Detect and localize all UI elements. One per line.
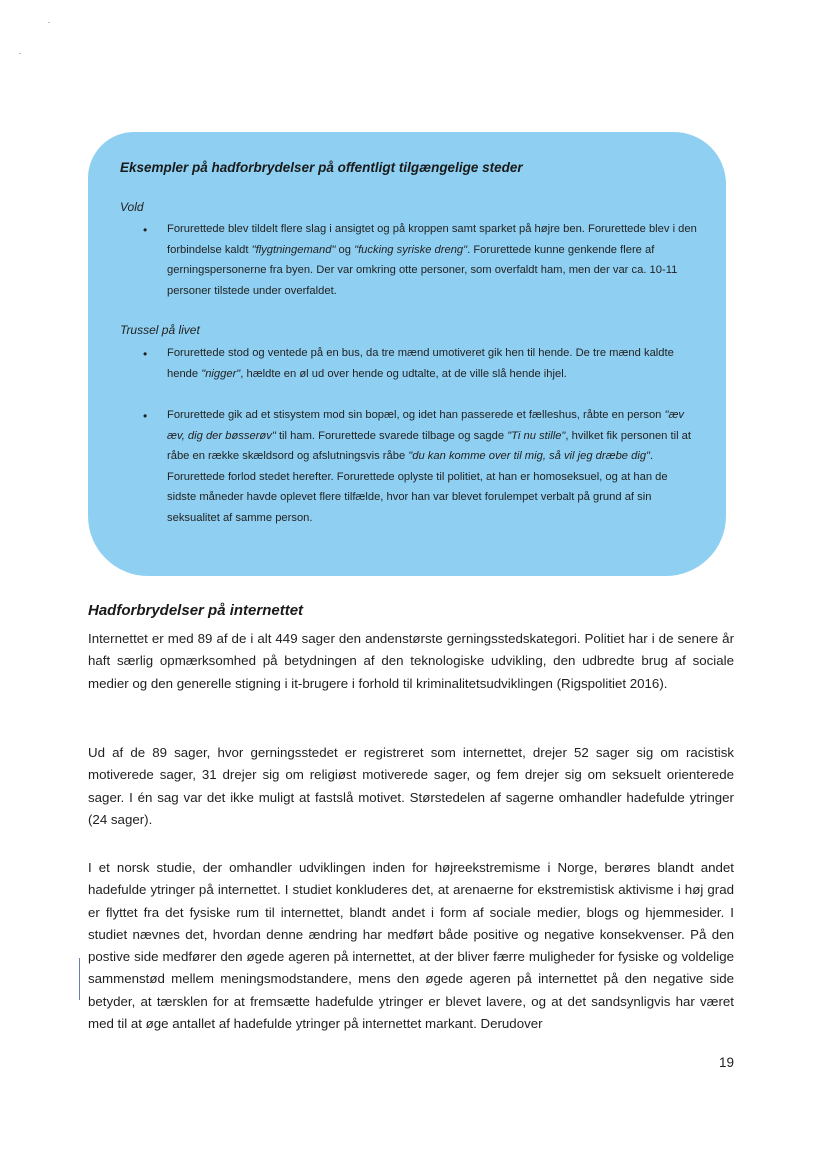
example-item <box>167 405 697 529</box>
body-paragraph: I et norsk studie, der omhandler udviklingen inden for højreekstremisme i Norge, berøres blandt andet hadefulde ytringer på internettet. I studiet konkluderes det, at arenaerne for ekstremistisk aktivisme i høj grad er flyttet fra det fysiske rum til internettet, blandt andet i form af sociale medier, blogs og hjemmesider. I studiet nævnes det, hvordan denne ændring har medført både positive og negative konsekvenser. På den postive side medfører den øgede ageren på internettet, at der bliver færre muligheder for fysiske og voldelige sammenstød mellem meningsmodstandere, mens den øgede ageren på internettet på den negative side betyder, at tærsklen for at fremsætte hadefulde ytringer er blevet lavere, og at det sandsynligvis har været med til at øge antallet af hadefulde ytringer på internettet markant. Derudover <box>88 860 734 1032</box>
examples-box-title: Eksempler på hadforbrydelser på offentligt tilgængelige steder <box>120 160 523 175</box>
section-label-trussel: Trussel på livet <box>120 323 200 337</box>
bullet-icon: • <box>143 223 148 237</box>
quoted-slur-text: "du kan komme over til mig, så vil jeg dræbe dig" <box>408 450 651 463</box>
quoted-slur-text: "Ti nu stille" <box>507 429 566 442</box>
example-text: Forurettede blev tildelt flere slag i ansigtet og på kroppen samt sparket på højre ben. Forurettede blev i den forbindelse kaldt <box>167 223 697 256</box>
section-label-vold: Vold <box>120 200 144 214</box>
body-paragraph: Ud af de 89 sager, hvor gerningsstedet er registreret som internettet, drejer 52 sager sig om racistisk motiverede sager, 31 drejer sig om religiøst motiverede sager, og fem drejer sig om seksuelt orienterede sager. I én sag var det ikke muligt at fastslå motivet. Størstedelen af sagerne omhandler hadefulde ytringer (24 sager). <box>88 745 734 827</box>
quoted-slur-text: "æv æv, dig der bøsserøv" <box>167 409 685 442</box>
quoted-slur-text: "nigger" <box>201 367 241 380</box>
page-number: 19 <box>718 1055 734 1070</box>
example-text: til ham. Forurettede svarede tilbage og sagde <box>275 429 508 442</box>
example-item <box>167 219 697 301</box>
scan-speck <box>19 53 21 54</box>
example-text: . Forurettede kunne genkende flere af gerningspersonerne fra byen. Der var omkring otte personer, som overfaldt ham, men der var ca. 10-11 personer tilstede under overfaldet. <box>167 243 678 297</box>
quoted-slur-text: "fucking syriske dreng" <box>354 243 468 256</box>
margin-mark <box>79 958 80 1000</box>
example-text: . Forurettede forlod stedet herefter. Forurettede oplyste til politiet, at han er homoseksuel, og at han de sidste måneder havde oplevet flere tilfælde, hvor han var blevet forulempet verbalt på grund af sin seksualitet af samme person. <box>167 450 668 524</box>
example-text: Forurettede stod og ventede på en bus, da tre mænd umotiveret gik hen til hende. De tre mænd kaldte hende <box>167 347 674 380</box>
example-item <box>167 343 697 384</box>
body-paragraph: Internettet er med 89 af de i alt 449 sager den andenstørste gerningsstedskategori. Politiet har i de senere år haft særlig opmærksomhed på betydningen af den teknologiske udvikling, den udbredte brug af sociale medier og den generelle stigning i it-brugere i forhold til kriminalitetsudviklingen (Rigspolitiet 2016). <box>88 631 734 691</box>
bullet-icon: • <box>143 347 148 361</box>
quoted-slur-text: "flygtningemand" <box>251 243 336 256</box>
bullet-icon: • <box>143 409 148 423</box>
section-heading: Hadforbrydelser på internettet <box>88 602 304 619</box>
example-text: Forurettede gik ad et stisystem mod sin bopæl, og idet han passerede et fælleshus, råbte en person <box>167 409 665 421</box>
example-text: og <box>335 243 355 256</box>
scan-speck <box>48 22 50 23</box>
example-text: , hældte en øl ud over hende og udtalte, at de ville slå hende ihjel. <box>240 367 567 380</box>
example-text: , hvilket fik personen til at råbe en række skældsord og afslutningsvis råbe <box>167 429 692 463</box>
